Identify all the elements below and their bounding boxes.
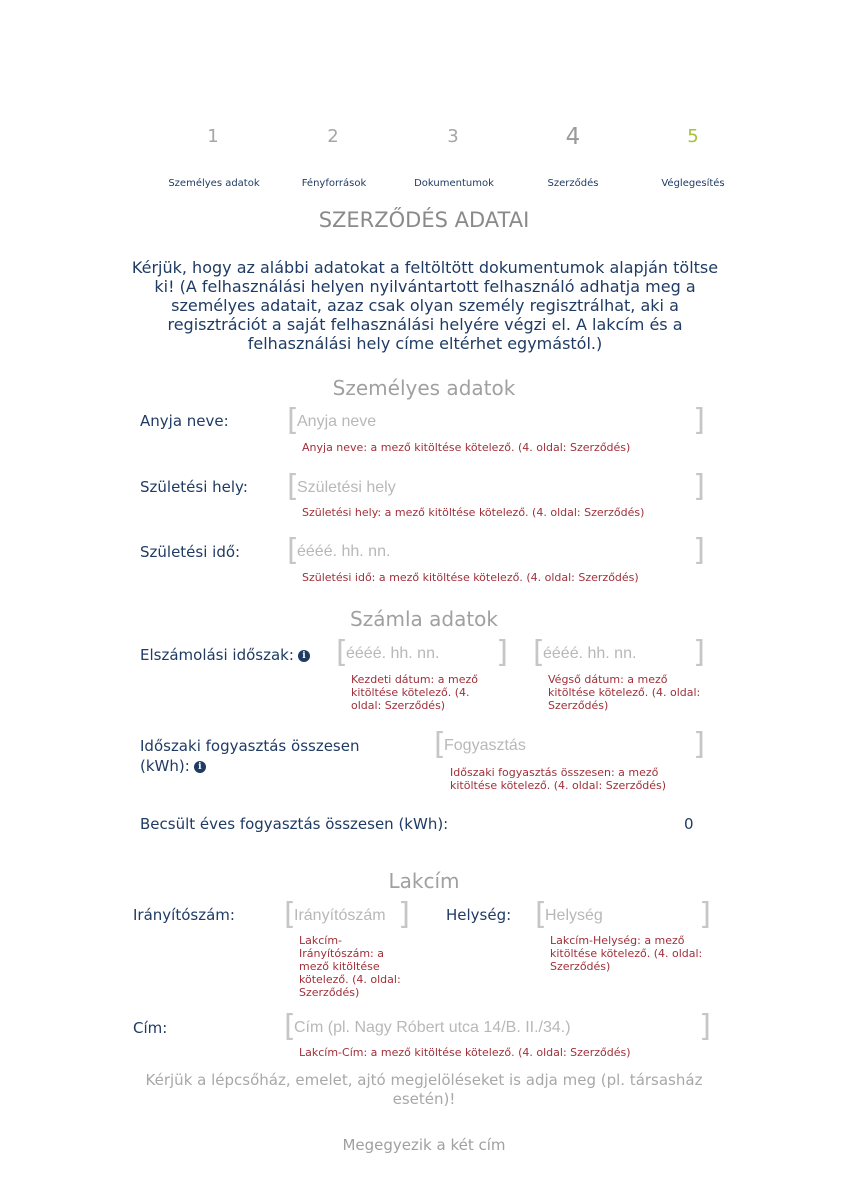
personal-section-heading: Személyes adatok <box>332 376 516 400</box>
same-address-toggle[interactable]: Megegyezik a két cím <box>342 1136 506 1154</box>
zip-error: Lakcím-Irányítószám: a mező kitöltése kötelező. (4. oldal: Szerződés) <box>299 934 401 999</box>
intro-text: Kérjük, hogy az alábbi adatokat a feltöltött dokumentumok alapján töltse ki! (A felhasználási helyen nyilvántartott felhasználó adhatja meg a személyes adatait, azaz csak olyan személy regisztrálhat, aki a regisztrációt a saját felhasználási helyére végzi el. A lakcím és a felhasználási hely címe eltérhet egymástól.) <box>131 258 719 353</box>
street-field: [ Cím (pl. Nagy Róbert utca 14/B. II./34.) ] <box>284 1012 711 1046</box>
birth-place-error: Születési hely: a mező kitöltése kötelező. (4. oldal: Szerződés) <box>302 506 645 519</box>
period-start-input[interactable] <box>346 640 494 668</box>
birth-place-label: Születési hely: <box>140 478 248 496</box>
step-1-label[interactable]: Személyes adatok <box>168 178 260 189</box>
info-icon[interactable]: i <box>298 650 310 662</box>
zip-label: Irányítószám: <box>133 906 235 924</box>
estimated-value: 0 <box>684 815 694 833</box>
birth-date-error: Születési idő: a mező kitöltése kötelező. (4. oldal: Szerződés) <box>302 571 639 584</box>
street-label: Cím: <box>133 1019 168 1037</box>
city-error: Lakcím-Helység: a mező kitöltése kötelező. (4. oldal: Szerződés) <box>550 934 703 973</box>
birth-place-field: [ Születési hely ] <box>287 472 705 506</box>
birth-place-input[interactable] <box>297 474 691 502</box>
step-2-number: 2 <box>327 126 339 147</box>
step-3-label[interactable]: Dokumentumok <box>414 178 494 189</box>
birth-date-input[interactable] <box>297 538 691 566</box>
step-2-label[interactable]: Fényforrások <box>301 178 367 189</box>
consumption-label-row <box>140 736 380 776</box>
birth-date-field: [ éééé. hh. nn. ] <box>287 536 705 570</box>
city-field: [ Helység ] <box>535 900 711 934</box>
city-label: Helység: <box>446 906 512 924</box>
street-input[interactable] <box>294 1014 697 1042</box>
step-4-number: 4 <box>565 124 581 150</box>
street-error: Lakcím-Cím: a mező kitöltése kötelező. (4. oldal: Szerződés) <box>299 1046 631 1059</box>
consumption-label: Időszaki fogyasztás összesen (kWh): <box>140 737 360 775</box>
period-end-field: [ éééé. hh. nn. ] <box>533 638 705 672</box>
consumption-input[interactable] <box>444 732 691 760</box>
period-start-field: [ éééé. hh. nn. ] <box>336 638 508 672</box>
step-1-number: 1 <box>207 126 219 147</box>
consumption-error: Időszaki fogyasztás összesen: a mező kitöltése kötelező. (4. oldal: Szerződés) <box>450 766 667 792</box>
step-5-number: 5 <box>687 126 699 147</box>
mother-name-label: Anyja neve: <box>140 412 229 430</box>
birth-date-label: Születési idő: <box>140 543 241 561</box>
mother-name-field: [ Anyja neve ] <box>287 406 705 440</box>
period-start-error: Kezdeti dátum: a mező kitöltése kötelező. (4. oldal: Szerződés) <box>351 673 478 712</box>
period-label-row <box>140 645 310 665</box>
period-end-input[interactable] <box>543 640 691 668</box>
page-title: SZERZŐDÉS ADATAI <box>318 208 530 232</box>
address-note: Kérjük a lépcsőház, emelet, ajtó megjelöléseket is adja meg (pl. társasház esetén)! <box>145 1071 703 1108</box>
address-section-heading: Lakcím <box>388 869 460 893</box>
info-icon[interactable]: i <box>194 761 206 773</box>
zip-input[interactable] <box>294 902 396 930</box>
period-label: Elszámolási időszak: <box>140 646 294 664</box>
consumption-field: [ Fogyasztás ] <box>434 730 705 764</box>
zip-field: [ Irányítószám ] <box>284 900 410 934</box>
estimated-label: Becsült éves fogyasztás összesen (kWh): <box>140 815 449 833</box>
step-4-label[interactable]: Szerződés <box>547 178 599 189</box>
step-5-label[interactable]: Véglegesítés <box>661 178 725 189</box>
city-input[interactable] <box>545 902 697 930</box>
step-3-number: 3 <box>447 126 459 147</box>
mother-name-error: Anyja neve: a mező kitöltése kötelező. (4. oldal: Szerződés) <box>302 441 631 454</box>
period-end-error: Végső dátum: a mező kitöltése kötelező. (4. oldal: Szerződés) <box>548 673 701 712</box>
mother-name-input[interactable] <box>297 408 691 436</box>
billing-section-heading: Számla adatok <box>350 607 498 631</box>
